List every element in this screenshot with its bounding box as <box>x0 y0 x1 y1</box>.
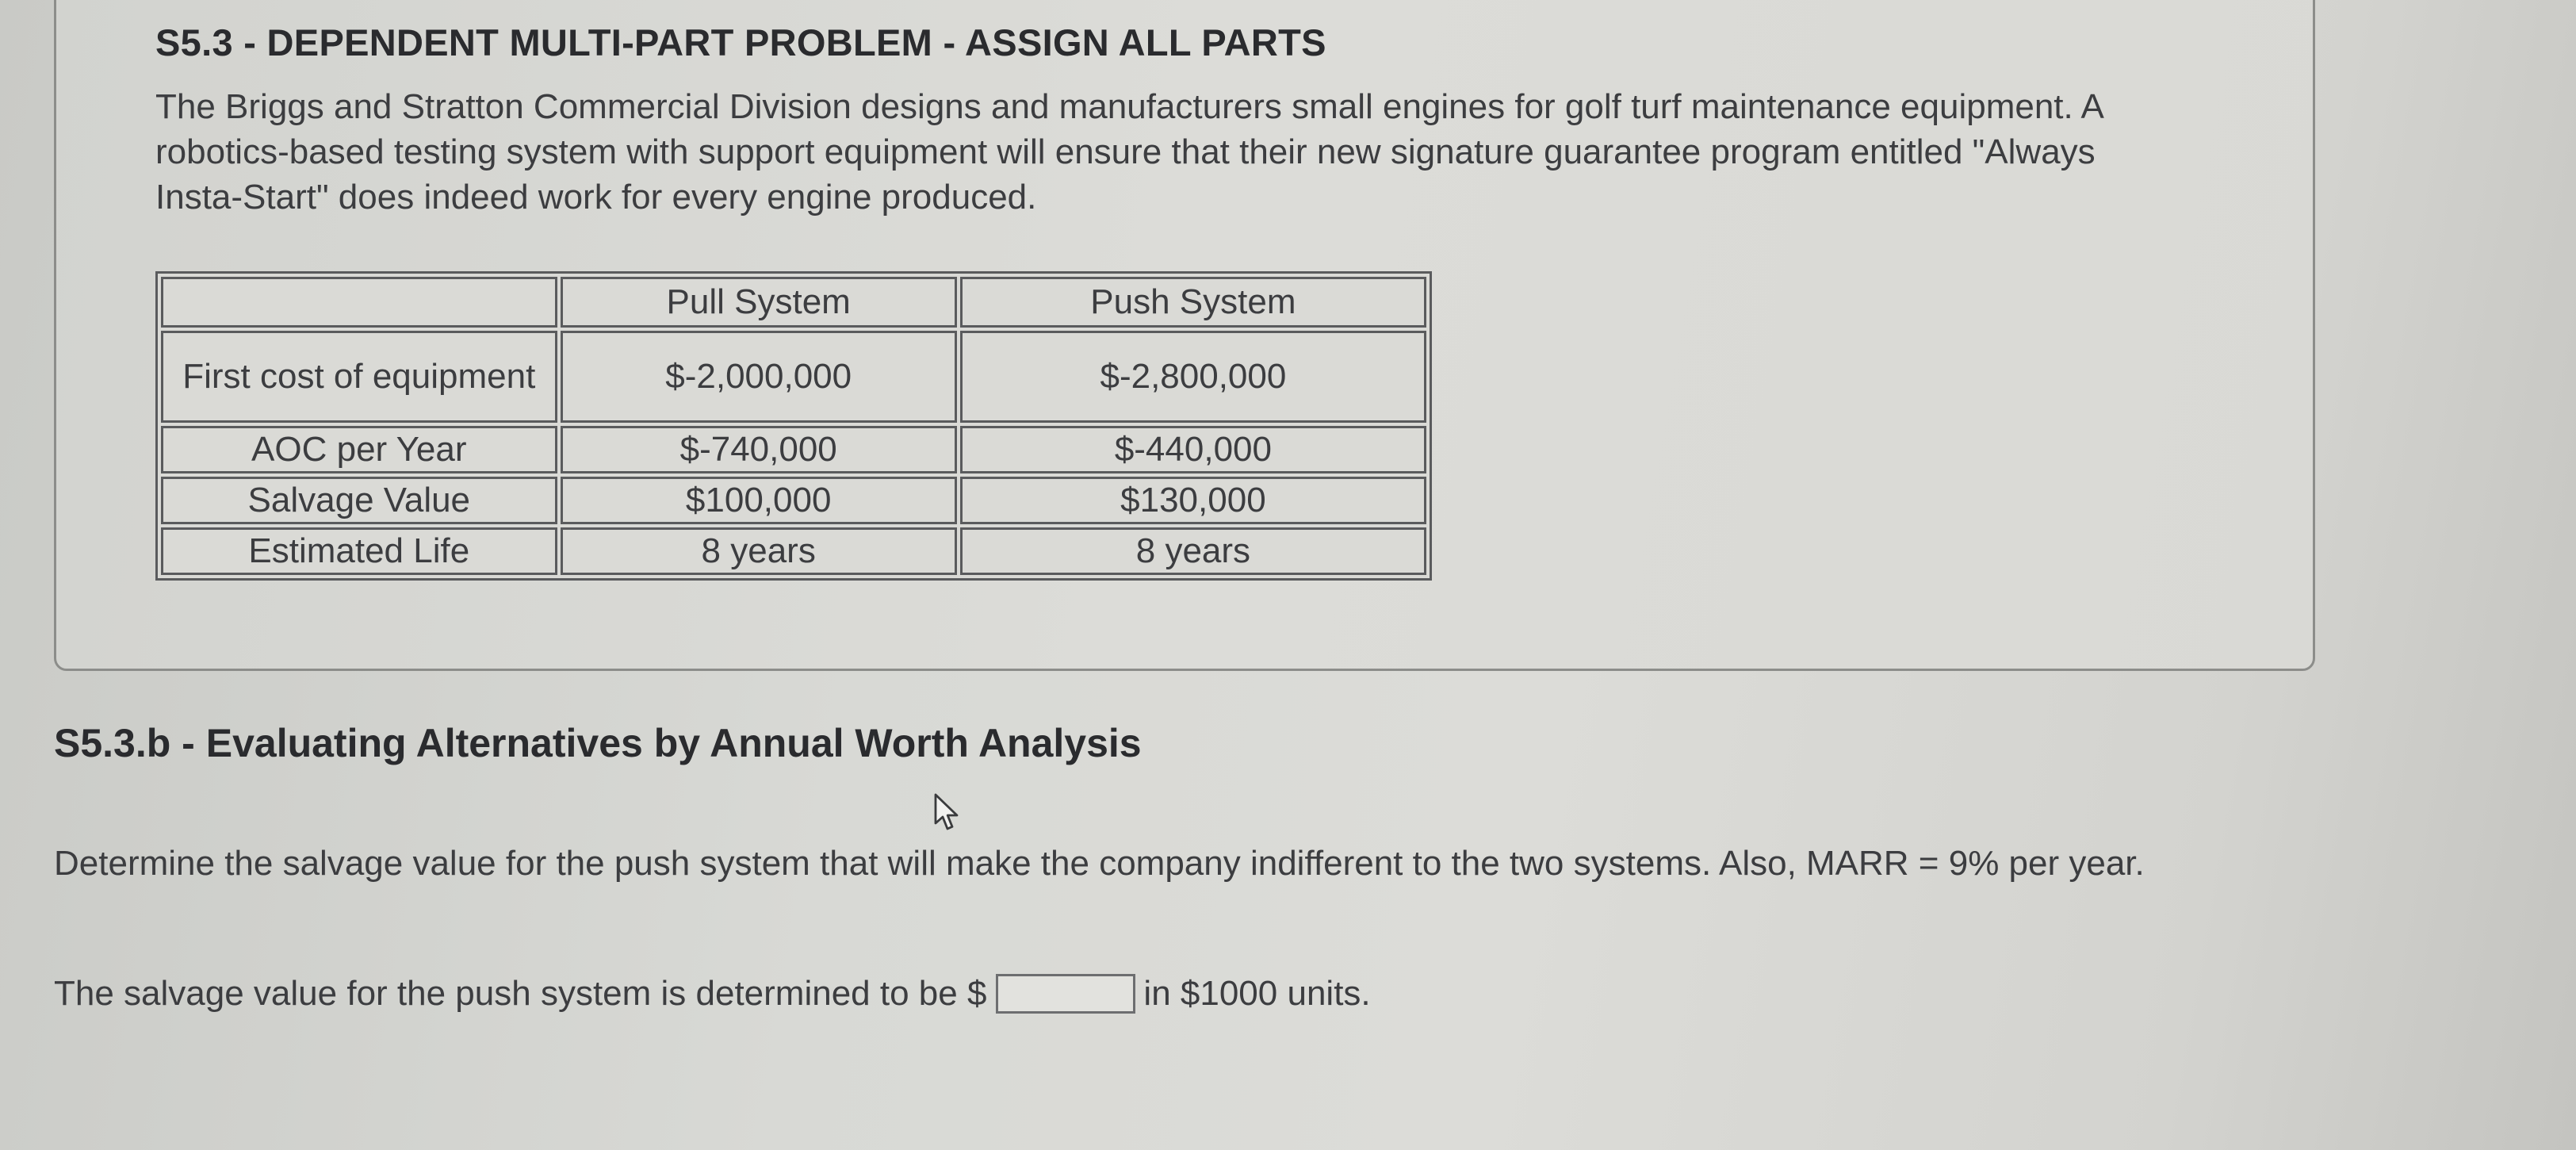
table-row <box>161 331 1426 423</box>
pull-value: $-740,000 <box>561 426 957 473</box>
problem-title: S5.3 - DEPENDENT MULTI-PART PROBLEM - ASSIGN ALL PARTS <box>155 21 1326 63</box>
table-header-pull: Pull System <box>561 277 957 328</box>
row-label: Estimated Life <box>161 527 557 575</box>
pull-value: 8 years <box>561 527 957 575</box>
table-header-empty <box>161 277 557 328</box>
push-value: $-440,000 <box>960 426 1426 473</box>
row-label: Salvage Value <box>161 477 557 524</box>
mouse-pointer-icon <box>934 793 961 831</box>
push-value: $-2,800,000 <box>960 331 1426 423</box>
answer-prefix: The salvage value for the push system is determined to be $ <box>54 974 987 1013</box>
row-label: First cost of equipment <box>161 331 557 423</box>
table-row <box>161 527 1426 575</box>
pull-value: $100,000 <box>561 477 957 524</box>
part-b-title: S5.3.b - Evaluating Alternatives by Annual Worth Analysis <box>54 721 1142 765</box>
table-row <box>161 426 1426 473</box>
pull-value: $-2,000,000 <box>561 331 957 423</box>
push-value: $130,000 <box>960 477 1426 524</box>
push-value: 8 years <box>960 527 1426 575</box>
answer-suffix: in $1000 units. <box>1143 974 1371 1013</box>
row-label: AOC per Year <box>161 426 557 473</box>
table-header-push: Push System <box>960 277 1426 328</box>
part-b-question: Determine the salvage value for the push system that will make the company indifferent to the two systems. Also, MARR = 9% per year. <box>54 844 2145 883</box>
table-header-row <box>161 277 1426 328</box>
salvage-value-input[interactable] <box>996 974 1135 1014</box>
table-row <box>161 477 1426 524</box>
problem-description: The Briggs and Stratton Commercial Division designs and manufacturers small engines for golf turf maintenance equipment. A robotics-based testing system with support equipment will ensure that their new signature guarantee program entitled "Always Insta-Start" does indeed work for every engine produced. <box>155 87 2103 217</box>
comparison-table <box>155 271 1432 581</box>
answer-line <box>54 974 1371 1014</box>
